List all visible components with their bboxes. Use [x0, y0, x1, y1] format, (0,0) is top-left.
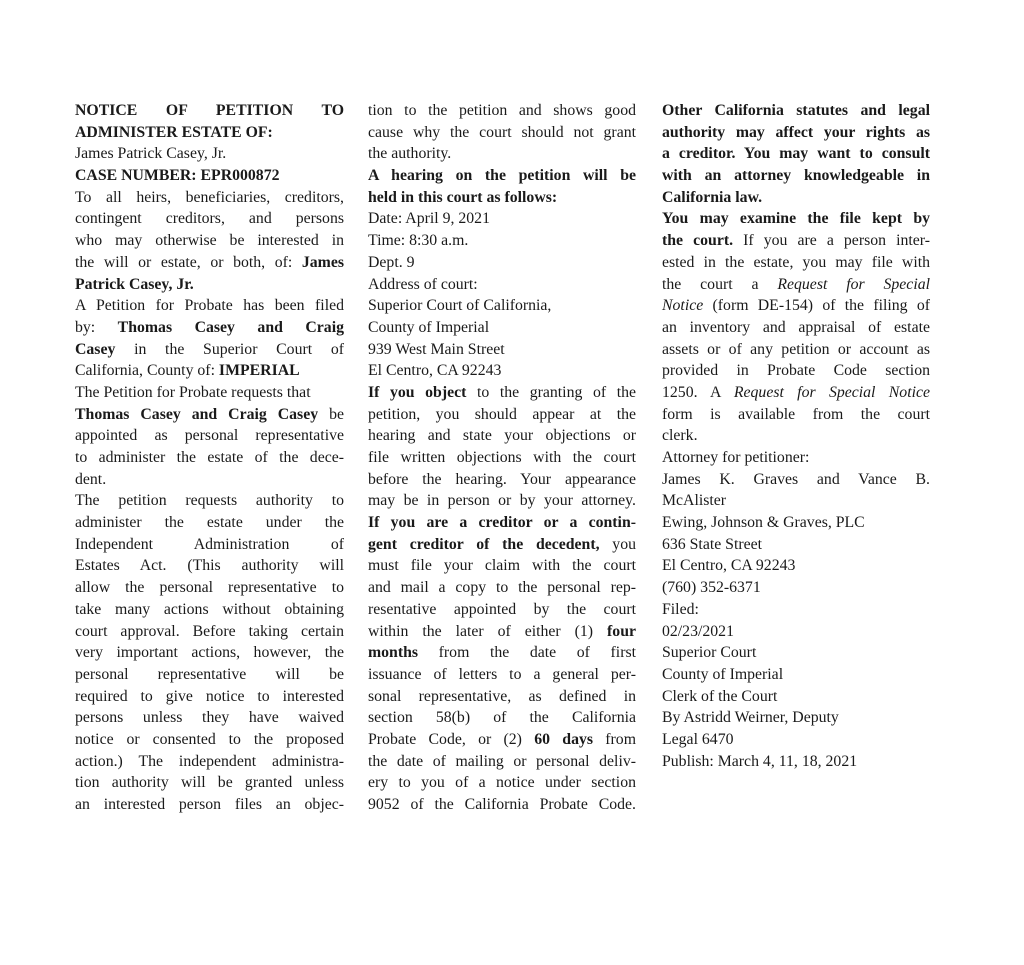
body-text: very important actions, however, the — [75, 644, 344, 662]
body-text: Clerk of the Court — [662, 687, 778, 705]
text-line — [662, 339, 930, 361]
text-line — [662, 382, 930, 404]
text-line — [75, 360, 344, 382]
bold-text: held in this court as follows: — [368, 188, 558, 206]
body-text: in the Superior Court of — [115, 340, 344, 358]
body-text: By Astridd Weirner, Deputy — [662, 709, 839, 727]
text-line — [75, 339, 344, 361]
body-text: James K. Graves and Vance B. — [662, 470, 930, 488]
body-text: issuance of letters to a general per- — [368, 665, 636, 683]
body-text: Superior Court of California, — [368, 297, 552, 315]
text-line — [368, 447, 636, 469]
body-text: action.) The independent administra- — [75, 752, 344, 770]
body-text: notice or consented to the proposed — [75, 730, 344, 748]
text-line — [662, 642, 930, 664]
body-text: sonal representative, as defined in — [368, 687, 636, 705]
text-line — [662, 143, 930, 165]
text-line — [75, 143, 344, 165]
body-text: clerk. — [662, 427, 698, 445]
body-text: who may otherwise be interested in — [75, 232, 344, 250]
body-text: McAlister — [662, 492, 727, 510]
text-line — [75, 274, 344, 296]
body-text: James Patrick Casey, Jr. — [75, 145, 227, 163]
bold-text: a creditor. You may want to consult — [662, 145, 930, 163]
text-line — [368, 534, 636, 556]
text-line — [368, 642, 636, 664]
body-text: and mail a copy to the personal rep- — [368, 579, 636, 597]
body-text: to administer the estate of the dece- — [75, 449, 344, 466]
body-text: A Petition for Probate has been filed — [75, 297, 344, 315]
bold-text: gent creditor of the decedent, — [368, 535, 600, 553]
body-text: 9052 of the California Probate Code. — [368, 796, 636, 813]
text-line — [662, 686, 930, 708]
italic-text: Request for Special Notice — [733, 383, 930, 401]
text-line — [368, 230, 636, 252]
text-line — [662, 230, 930, 252]
text-line — [75, 122, 344, 144]
text-line — [662, 469, 930, 491]
body-text: file written objections with the court — [368, 449, 636, 466]
body-text: from — [593, 730, 636, 748]
text-line — [75, 599, 344, 621]
text-line — [662, 295, 930, 317]
body-text: resentative appointed by the court — [368, 600, 636, 618]
body-text: persons unless they have waived — [75, 709, 344, 727]
text-line — [75, 555, 344, 577]
text-line — [368, 143, 636, 165]
text-line — [75, 382, 344, 404]
body-text: 1250. A — [662, 383, 734, 401]
text-line — [662, 664, 930, 686]
text-line — [75, 772, 344, 794]
body-text: dent. — [75, 470, 107, 488]
text-line — [368, 599, 636, 621]
body-text: the court a — [662, 275, 778, 293]
text-line — [662, 447, 930, 469]
text-line — [662, 360, 930, 382]
text-line — [75, 230, 344, 252]
text-line — [662, 751, 930, 773]
text-line — [75, 425, 344, 447]
text-line — [662, 208, 930, 230]
text-line — [662, 404, 930, 426]
notice-column-1 — [75, 100, 344, 816]
bold-text: Thomas Casey and Craig — [117, 318, 344, 336]
bold-text: A hearing on the petition will be — [368, 167, 636, 185]
body-text: Filed: — [662, 600, 699, 618]
body-text: assets or of any petition or account as — [662, 340, 930, 358]
body-text: Attorney for petitioner: — [662, 449, 810, 466]
text-line — [75, 534, 344, 556]
bold-text: If you are a creditor or a contin- — [368, 514, 636, 532]
notice-column-2 — [368, 100, 636, 816]
bold-text: You may examine the file kept by — [662, 210, 930, 228]
body-text: provided in Probate Code section — [662, 362, 930, 380]
text-line — [75, 447, 344, 469]
body-text: Date: April 9, 2021 — [368, 210, 490, 228]
text-line — [75, 165, 344, 187]
text-line — [368, 772, 636, 794]
bold-text: four — [607, 622, 636, 640]
text-line — [75, 295, 344, 317]
body-text: may be in person or by your attorney. — [368, 492, 636, 510]
text-line — [368, 490, 636, 512]
text-line — [75, 490, 344, 512]
bold-text: 60 days — [534, 730, 594, 748]
body-text: Independent Administration of — [75, 535, 344, 553]
text-line — [75, 469, 344, 491]
text-line — [662, 425, 930, 447]
body-text: an inventory and appraisal of estate — [662, 318, 930, 336]
text-line — [368, 686, 636, 708]
body-text: Superior Court — [662, 644, 757, 662]
text-line — [368, 339, 636, 361]
text-line — [662, 252, 930, 274]
bold-text: Thomas Casey and Craig Casey — [75, 405, 319, 423]
text-line — [368, 577, 636, 599]
body-text: administer the estate under the — [75, 514, 344, 532]
text-line — [75, 664, 344, 686]
bold-text: Other California statutes and legal — [662, 102, 930, 119]
text-line — [662, 274, 930, 296]
text-line — [662, 512, 930, 534]
text-line — [368, 621, 636, 643]
text-line — [368, 512, 636, 534]
text-line — [368, 555, 636, 577]
body-text: take many actions without obtaining — [75, 600, 344, 618]
body-text: ested in the estate, you may file with — [662, 253, 930, 271]
body-text: cause why the court should not grant — [368, 123, 636, 141]
body-text: (form DE-154) of the filing of — [703, 297, 930, 315]
text-line — [75, 208, 344, 230]
bold-text: California law. — [662, 188, 763, 206]
body-text: ery to you of a notice under section — [368, 774, 636, 792]
body-text: 02/23/2021 — [662, 622, 734, 640]
bold-text: the court. — [662, 232, 734, 250]
text-line — [368, 274, 636, 296]
text-line — [662, 100, 930, 122]
bold-text: James — [301, 253, 344, 271]
body-text: before the hearing. Your appearance — [368, 470, 636, 488]
body-text: from the date of first — [418, 644, 636, 662]
bold-text: months — [368, 644, 419, 662]
text-line — [368, 794, 636, 816]
bold-text: NOTICE OF PETITION TO — [75, 102, 344, 119]
text-line — [662, 187, 930, 209]
text-line — [75, 642, 344, 664]
body-text: required to give notice to interested — [75, 687, 344, 705]
text-line — [368, 165, 636, 187]
body-text: California, County of: — [75, 362, 219, 380]
body-text: form is available from the court — [662, 405, 930, 423]
body-text: Time: 8:30 a.m. — [368, 232, 469, 250]
text-line — [662, 122, 930, 144]
bold-text: CASE NUMBER: EPR000872 — [75, 167, 280, 185]
body-text: allow the personal representative to — [75, 579, 344, 597]
text-line — [75, 729, 344, 751]
text-line — [368, 469, 636, 491]
body-text: County of Imperial — [368, 318, 490, 336]
body-text: (760) 352-6371 — [662, 579, 761, 597]
italic-text: Notice — [662, 297, 704, 315]
text-line — [75, 252, 344, 274]
body-text: Ewing, Johnson & Graves, PLC — [662, 514, 865, 532]
body-text: hearing and state your objections or — [368, 427, 636, 445]
text-line — [368, 382, 636, 404]
bold-text: ADMINISTER ESTATE OF: — [75, 123, 273, 141]
text-line — [75, 794, 344, 816]
text-line — [662, 555, 930, 577]
body-text: tion authority will be granted unless — [75, 774, 344, 792]
text-line — [662, 599, 930, 621]
text-line — [368, 360, 636, 382]
body-text: El Centro, CA 92243 — [368, 362, 502, 380]
text-line — [662, 577, 930, 599]
bold-text: If you object — [368, 383, 467, 401]
text-line — [662, 621, 930, 643]
bold-text: Casey — [75, 340, 116, 358]
text-line — [662, 729, 930, 751]
body-text: The Petition for Probate requests that — [75, 383, 311, 401]
body-text: If you are a person inter- — [733, 232, 930, 250]
text-line — [368, 729, 636, 751]
body-text: Probate Code, or (2) — [368, 730, 535, 748]
bold-text: authority may affect your rights as — [662, 123, 930, 141]
body-text: Publish: March 4, 11, 18, 2021 — [662, 752, 858, 770]
body-text: appointed as personal representative — [75, 427, 344, 445]
text-line — [368, 187, 636, 209]
text-line — [75, 577, 344, 599]
body-text: an interested person files an objec- — [75, 796, 344, 813]
text-line — [368, 425, 636, 447]
body-text: Legal 6470 — [662, 730, 734, 748]
body-text: within the later of either (1) — [368, 622, 608, 640]
text-line — [75, 317, 344, 339]
text-line — [75, 187, 344, 209]
body-text: County of Imperial — [662, 665, 784, 683]
body-text: contingent creditors, and persons — [75, 210, 344, 228]
body-text: the will or estate, or both, of: — [75, 253, 302, 271]
body-text: 939 West Main Street — [368, 340, 505, 358]
text-line — [662, 317, 930, 339]
text-line — [368, 317, 636, 339]
body-text: you — [599, 535, 636, 553]
text-line — [368, 751, 636, 773]
body-text: court approval. Before taking certain — [75, 622, 344, 640]
text-line — [368, 252, 636, 274]
body-text: Dept. 9 — [368, 253, 415, 271]
body-text: The petition requests authority to — [75, 492, 344, 510]
body-text: Address of court: — [368, 275, 478, 293]
bold-text: Patrick Casey, Jr. — [75, 275, 194, 293]
body-text: Estates Act. (This authority will — [75, 557, 344, 575]
text-line — [662, 707, 930, 729]
text-line — [662, 165, 930, 187]
text-line — [368, 664, 636, 686]
text-line — [662, 490, 930, 512]
body-text: tion to the petition and shows good — [368, 102, 636, 119]
body-text: to the granting of the — [466, 383, 636, 401]
text-line — [368, 707, 636, 729]
body-text: section 58(b) of the California — [368, 709, 636, 727]
body-text: the authority. — [368, 145, 452, 163]
text-line — [75, 512, 344, 534]
body-text: by: — [75, 318, 118, 336]
text-line — [368, 122, 636, 144]
body-text: must file your claim with the court — [368, 557, 636, 575]
notice-column-3 — [662, 100, 930, 772]
body-text: 636 State Street — [662, 535, 763, 553]
body-text: To all heirs, beneficiaries, creditors, — [75, 188, 344, 206]
text-line — [368, 404, 636, 426]
text-line — [75, 751, 344, 773]
body-text: El Centro, CA 92243 — [662, 557, 796, 575]
text-line — [368, 295, 636, 317]
italic-text: Request for Special — [777, 275, 930, 293]
text-line — [662, 534, 930, 556]
text-line — [368, 208, 636, 230]
bold-text: IMPERIAL — [218, 362, 300, 380]
text-line — [75, 686, 344, 708]
text-line — [368, 100, 636, 122]
body-text: be — [318, 405, 345, 423]
body-text: the date of mailing or personal deliv- — [368, 752, 636, 770]
bold-text: with an attorney knowledgeable in — [662, 167, 930, 185]
body-text: personal representative will be — [75, 665, 344, 683]
body-text: petition, you should appear at the — [368, 405, 636, 423]
text-line — [75, 707, 344, 729]
text-line — [75, 100, 344, 122]
text-line — [75, 404, 344, 426]
text-line — [75, 621, 344, 643]
